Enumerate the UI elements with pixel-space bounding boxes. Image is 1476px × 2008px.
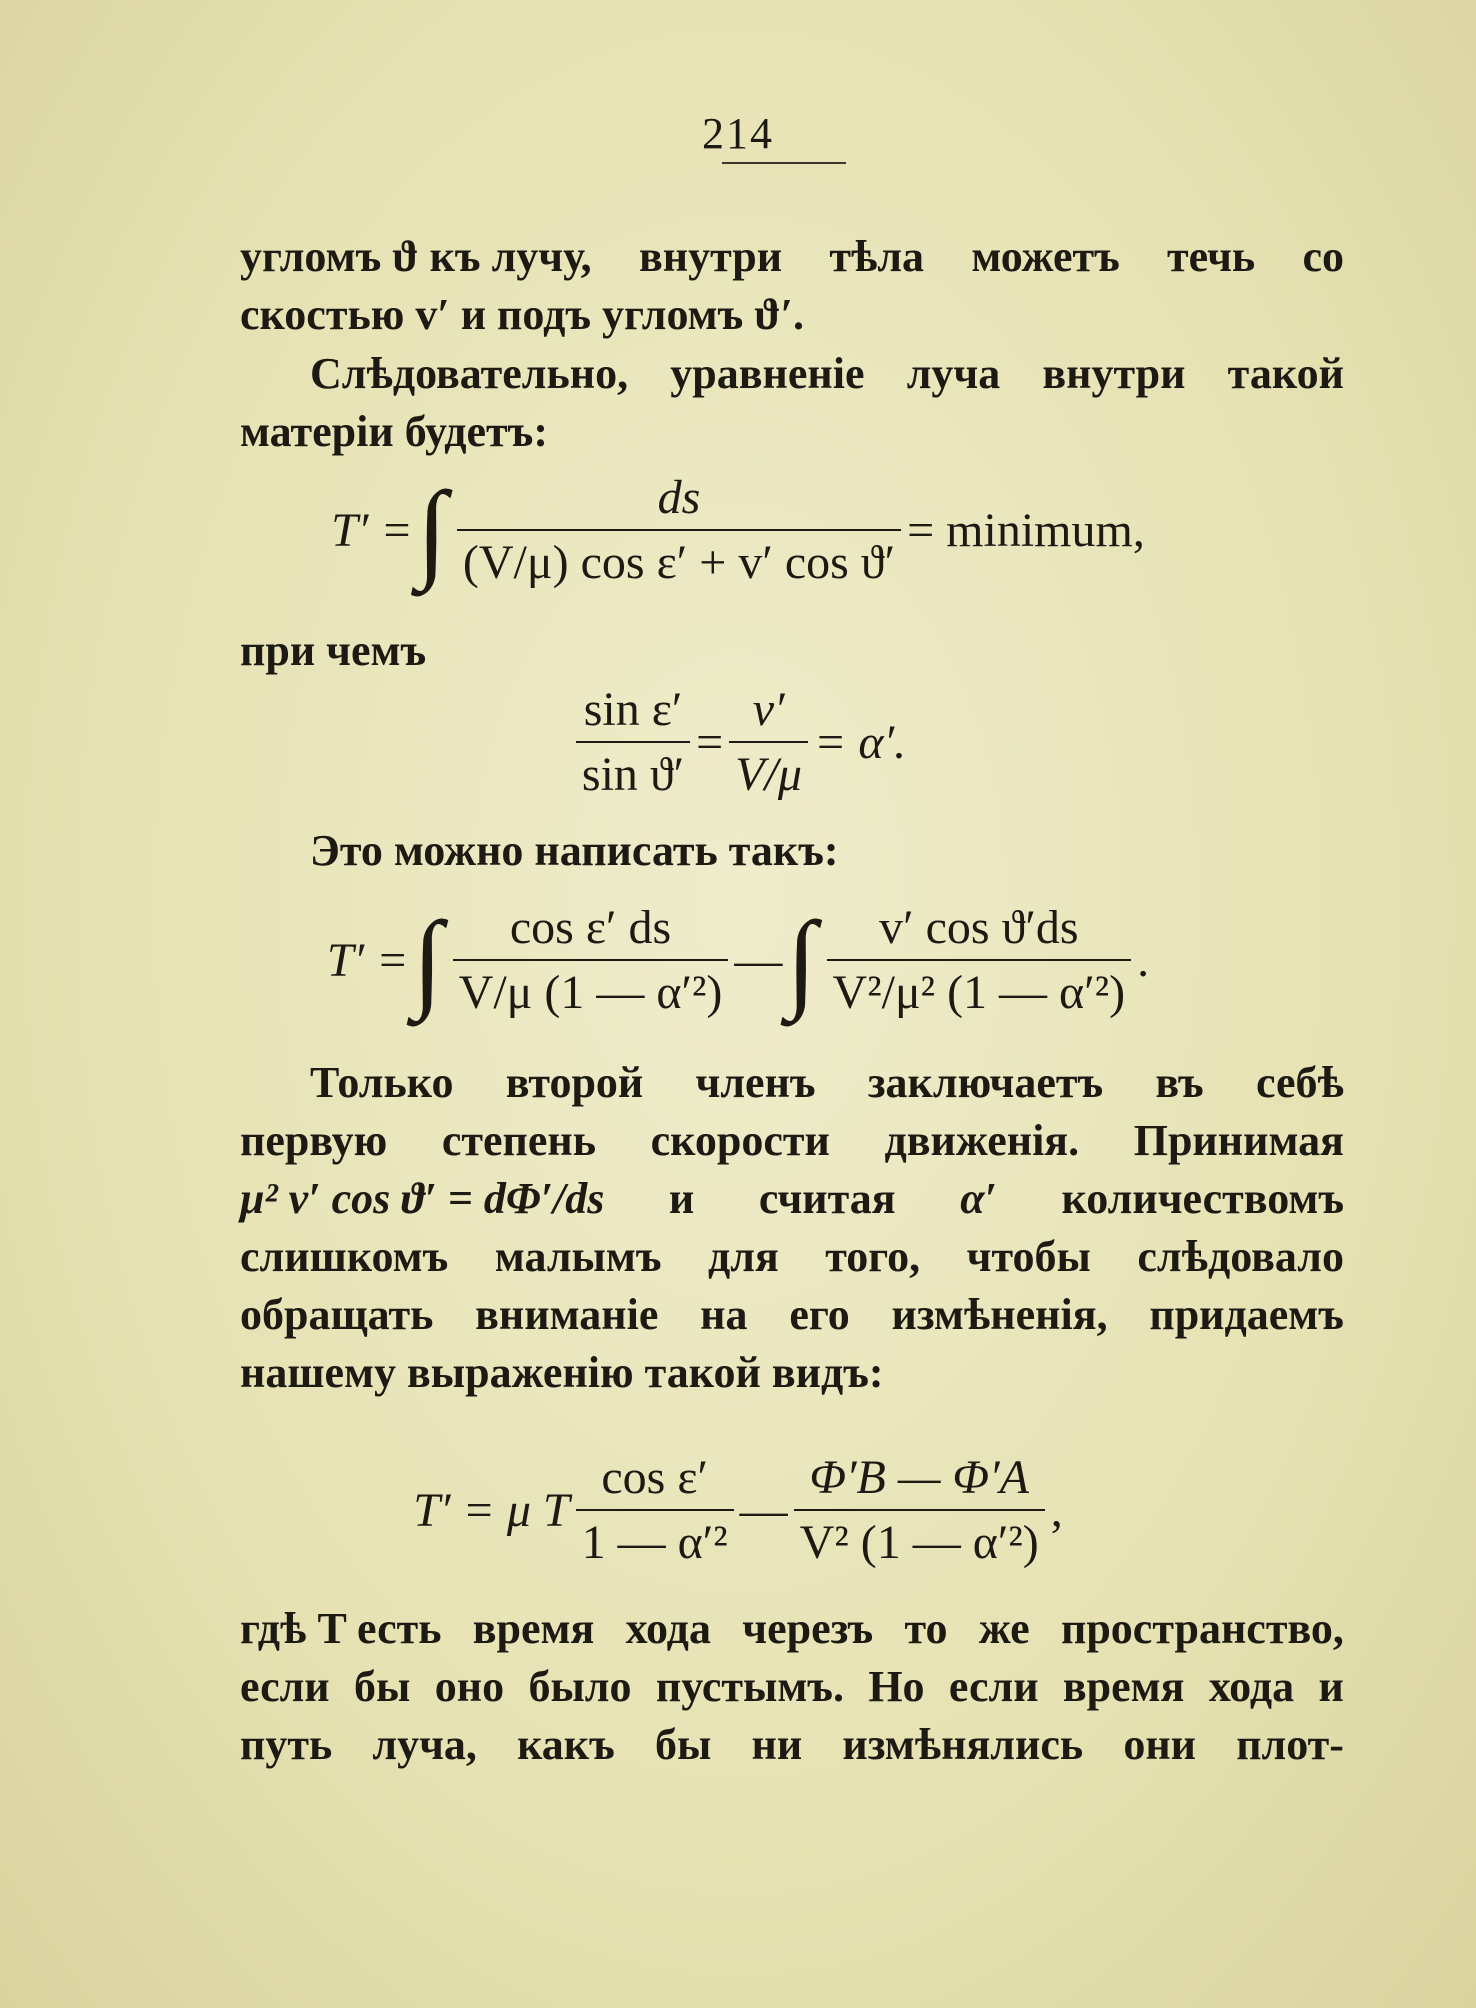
text-line: первую степень скорости движенія. Принимая	[240, 1116, 1344, 1165]
page-number: 214	[702, 109, 774, 158]
text-line: скостью v′ и подъ угломъ ϑ′.	[240, 290, 805, 339]
text-line: Только второй членъ заключаетъ въ себѣ	[310, 1058, 1344, 1107]
fraction: $\frac{\text{cos ε′}}{\text{1 — α′²}}$	[576, 1450, 734, 1570]
paragraph-4	[240, 1054, 1344, 1402]
text-line: гдѣ T есть время хода черезъ то же пространство,	[240, 1604, 1344, 1653]
text-line: нашему выраженію такой видъ:	[240, 1348, 884, 1397]
text-line: μ² v′ cos ϑ′ = dΦ′/ds и считая α′ количествомъ	[240, 1174, 1344, 1223]
fraction: $\frac{\text{sin ε′}}{\text{sin ϑ′}}$	[576, 682, 690, 802]
fraction: $\frac{\text{cos ε′ ds}}{\text{V/μ (1 — α′²)}}$	[453, 900, 729, 1020]
equation-3: T′ = ∫ $\frac{\text{cos ε′ ds}}{\text{V/μ (1 — α′²)}}$ — ∫ $\frac{\text{v′ cos ϑ′ds}}{\text{V²/μ² (1 — α′²)}}$ .	[326, 899, 1150, 1021]
fraction: $\frac{\text{v′ cos ϑ′ds}}{\text{V²/μ² (1 — α′²)}}$	[827, 900, 1132, 1020]
paragraph-1	[240, 228, 1344, 344]
page-number-rule	[722, 162, 846, 164]
equation-2: $\frac{\text{sin ε′}}{\text{sin ϑ′}}$ = $\frac{v'}{V/\mu}$ = α′.	[0, 682, 1476, 802]
fraction: $\frac{ds}{\text{(V/μ) cos ε′ + v′ cos ϑ′}}$	[457, 470, 901, 590]
paragraph-5	[240, 1600, 1344, 1774]
equation-1: T′ = ∫ $\frac{ds}{\text{(V/μ) cos ε′ + v′ cos ϑ′}}$ = minimum,	[331, 469, 1145, 591]
text-line: слишкомъ малымъ для того, чтобы слѣдовало	[240, 1232, 1344, 1281]
text-line: матеріи будетъ:	[240, 407, 548, 456]
paragraph-3: Это можно написать такъ:	[310, 826, 839, 875]
fraction: $\frac{v'}{V/\mu}$	[729, 682, 808, 802]
text-line: обращать вниманіе на его измѣненія, придаемъ	[240, 1290, 1344, 1339]
text-line: Слѣдовательно, уравненіе луча внутри такой	[310, 349, 1344, 398]
text-pri-chem: при чемъ	[240, 626, 427, 675]
equation-4: T′ = μ T $\frac{\text{cos ε′}}{\text{1 — α′²}}$ — $\frac{\Phi'B — \Phi'A}{\text{V² (1 — α′²)}}$ ,	[413, 1451, 1063, 1569]
text-line: угломъ ϑ къ лучу, внутри тѣла можетъ течь со	[240, 232, 1344, 281]
text-line: путь луча, какъ бы ни измѣнялись они плот-	[240, 1720, 1344, 1769]
fraction: $\frac{\Phi'B — \Phi'A}{\text{V² (1 — α′²)}}$	[794, 1450, 1045, 1570]
paragraph-2	[240, 345, 1344, 461]
text-line: если бы оно было пустымъ. Но если время хода и	[240, 1662, 1344, 1711]
